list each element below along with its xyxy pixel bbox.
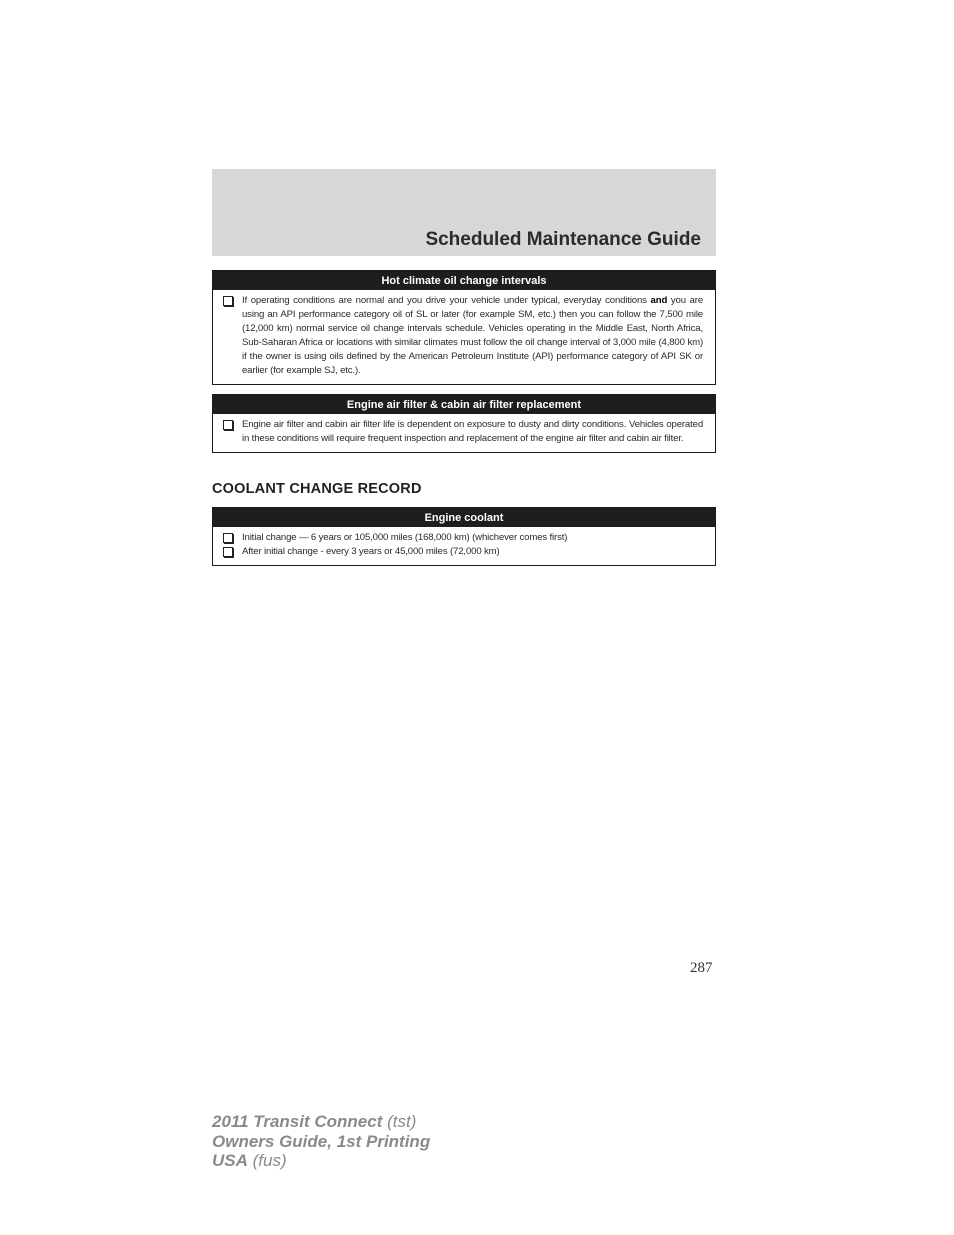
air-filter-box	[212, 394, 716, 453]
hot-climate-heading: Hot climate oil change intervals	[213, 271, 715, 290]
coolant-item-text: Initial change — 6 years or 105,000 miles (168,000 km) (whichever comes first)	[242, 532, 568, 543]
list-item	[223, 531, 703, 545]
checkbox-icon[interactable]	[223, 533, 233, 543]
checkbox-icon[interactable]	[223, 296, 233, 306]
footer	[212, 1112, 430, 1171]
page-title: Scheduled Maintenance Guide	[425, 229, 701, 250]
footer-line2-bold: Owners Guide, 1st Printing	[212, 1131, 431, 1151]
coolant-box	[212, 507, 716, 566]
hot-climate-text: If operating conditions are normal and you drive your vehicle under typical, everyday conditions and you are using an API performance category oil of SL or later (for example SM, etc.) then you can follow the 7,500 mile (12,000 km) normal service oil change intervals schedule. Vehicles operating in the Middle East, North Africa, Sub-Saharan Africa or locations with similar climates must follow the oil change interval of 3,000 mile (4,800 km) if the owner is using oils defined by the American Petroleum Institute (API) performance category of API SK or earlier (for example SJ, etc.).	[242, 295, 704, 376]
footer-line3-italic: (fus)	[247, 1151, 287, 1170]
footer-line1-bold: 2011 Transit Connect	[212, 1112, 383, 1131]
air-filter-heading: Engine air filter & cabin air filter replacement	[213, 395, 715, 414]
list-item	[223, 418, 703, 446]
header-band	[212, 169, 716, 256]
coolant-item-text: After initial change - every 3 years or 45,000 miles (72,000 km)	[242, 546, 500, 557]
coolant-heading: Engine coolant	[213, 508, 715, 527]
checkbox-icon[interactable]	[223, 420, 233, 430]
section-title: COOLANT CHANGE RECORD	[212, 481, 422, 497]
list-item	[223, 294, 703, 378]
page-number: 287	[690, 960, 713, 976]
hot-climate-box	[212, 270, 716, 385]
footer-line1-italic: (tst)	[382, 1112, 417, 1131]
footer-line3-bold: USA	[212, 1151, 248, 1170]
checkbox-icon[interactable]	[223, 547, 233, 557]
list-item	[223, 545, 703, 559]
air-filter-text: Engine air filter and cabin air filter life is dependent on exposure to dusty and dirty conditions. Vehicles operated in these conditions will require frequent inspection and replacement of the engine air filter and cabin air filter.	[242, 419, 703, 444]
